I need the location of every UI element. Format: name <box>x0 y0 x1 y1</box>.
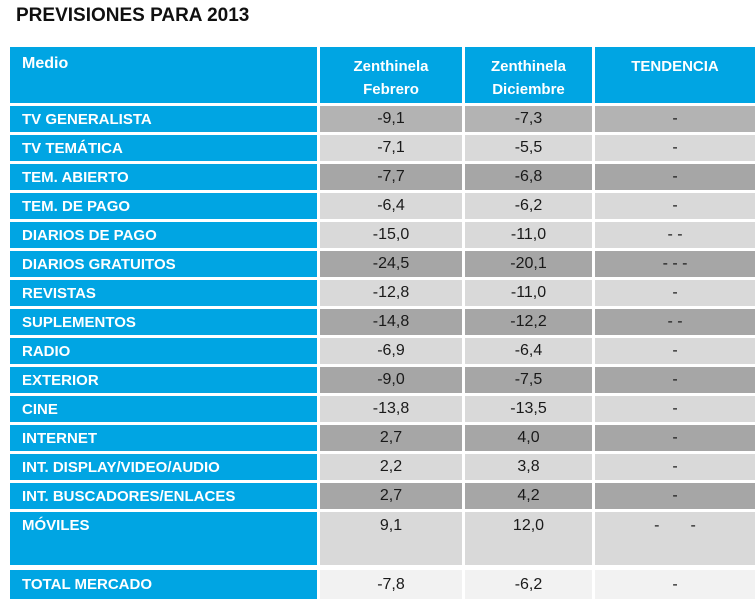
cell-diciembre: 12,0 <box>465 512 592 565</box>
header-diciembre-line2: Diciembre <box>492 81 565 98</box>
cell-diciembre: -5,5 <box>465 135 592 161</box>
table-row <box>10 106 755 132</box>
cell-febrero: -6,4 <box>320 193 462 219</box>
table-row <box>10 570 755 599</box>
cell-tendencia: - <box>595 338 755 364</box>
cell-diciembre: -6,2 <box>465 570 592 599</box>
cell-tendencia: - - <box>595 222 755 248</box>
table-row <box>10 512 755 565</box>
table-row <box>10 454 755 480</box>
row-label: INT. BUSCADORES/ENLACES <box>10 483 317 509</box>
cell-febrero: -15,0 <box>320 222 462 248</box>
cell-diciembre: -7,3 <box>465 106 592 132</box>
cell-febrero: -9,0 <box>320 367 462 393</box>
cell-febrero: 2,2 <box>320 454 462 480</box>
table-row <box>10 367 755 393</box>
table-row <box>10 135 755 161</box>
cell-tendencia: - - <box>595 309 755 335</box>
column-header-zenthinela-febrero <box>320 47 462 103</box>
cell-febrero: -14,8 <box>320 309 462 335</box>
table-row <box>10 309 755 335</box>
cell-febrero: -7,7 <box>320 164 462 190</box>
forecast-table <box>10 47 755 602</box>
table-row <box>10 222 755 248</box>
cell-febrero: -7,8 <box>320 570 462 599</box>
table-row <box>10 396 755 422</box>
table-row <box>10 338 755 364</box>
row-label: INT. DISPLAY/VIDEO/AUDIO <box>10 454 317 480</box>
cell-tendencia: - <box>595 280 755 306</box>
cell-febrero: -9,1 <box>320 106 462 132</box>
table-row <box>10 251 755 277</box>
cell-tendencia: - <box>595 164 755 190</box>
column-header-medio: Medio <box>10 47 317 103</box>
cell-febrero: -7,1 <box>320 135 462 161</box>
column-header-tendencia: TENDENCIA <box>595 47 755 103</box>
table-row <box>10 164 755 190</box>
cell-tendencia: - <box>595 396 755 422</box>
cell-tendencia: - <box>595 425 755 451</box>
cell-diciembre: 4,2 <box>465 483 592 509</box>
row-label: EXTERIOR <box>10 367 317 393</box>
row-label: TV TEMÁTICA <box>10 135 317 161</box>
page-title: PREVISIONES PARA 2013 <box>16 5 250 26</box>
cell-tendencia: - <box>595 367 755 393</box>
table-header-row <box>10 47 755 103</box>
cell-febrero: 9,1 <box>320 512 462 565</box>
row-label: INTERNET <box>10 425 317 451</box>
cell-tendencia: - - <box>595 512 755 565</box>
cell-febrero: -24,5 <box>320 251 462 277</box>
row-label: TOTAL MERCADO <box>10 570 317 599</box>
cell-diciembre: -7,5 <box>465 367 592 393</box>
row-label: TEM. DE PAGO <box>10 193 317 219</box>
cell-tendencia: - <box>595 454 755 480</box>
row-label: TV GENERALISTA <box>10 106 317 132</box>
row-label: TEM. ABIERTO <box>10 164 317 190</box>
cell-diciembre: -20,1 <box>465 251 592 277</box>
row-label: RADIO <box>10 338 317 364</box>
cell-tendencia: - <box>595 193 755 219</box>
cell-febrero: 2,7 <box>320 425 462 451</box>
row-label: SUPLEMENTOS <box>10 309 317 335</box>
cell-diciembre: -13,5 <box>465 396 592 422</box>
cell-diciembre: -11,0 <box>465 280 592 306</box>
cell-tendencia: - <box>595 106 755 132</box>
row-label: DIARIOS GRATUITOS <box>10 251 317 277</box>
header-diciembre-line1: Zenthinela <box>490 58 566 75</box>
row-label: MÓVILES <box>10 512 317 565</box>
header-febrero-line2: Febrero <box>363 81 419 98</box>
row-label: REVISTAS <box>10 280 317 306</box>
cell-tendencia: - <box>595 483 755 509</box>
row-label: CINE <box>10 396 317 422</box>
cell-diciembre: -12,2 <box>465 309 592 335</box>
cell-diciembre: -11,0 <box>465 222 592 248</box>
column-header-zenthinela-diciembre <box>465 47 592 103</box>
row-label: DIARIOS DE PAGO <box>10 222 317 248</box>
cell-diciembre: -6,8 <box>465 164 592 190</box>
header-febrero-line1: Zenthinela <box>353 58 429 75</box>
cell-tendencia: - <box>595 570 755 599</box>
cell-diciembre: 3,8 <box>465 454 592 480</box>
table-row <box>10 280 755 306</box>
cell-tendencia: - - - <box>595 251 755 277</box>
cell-febrero: -12,8 <box>320 280 462 306</box>
table-body <box>10 106 755 599</box>
cell-diciembre: -6,2 <box>465 193 592 219</box>
cell-febrero: 2,7 <box>320 483 462 509</box>
cell-diciembre: -6,4 <box>465 338 592 364</box>
cell-febrero: -13,8 <box>320 396 462 422</box>
table-row <box>10 425 755 451</box>
cell-febrero: -6,9 <box>320 338 462 364</box>
cell-diciembre: 4,0 <box>465 425 592 451</box>
table-row <box>10 193 755 219</box>
table-row <box>10 483 755 509</box>
cell-tendencia: - <box>595 135 755 161</box>
